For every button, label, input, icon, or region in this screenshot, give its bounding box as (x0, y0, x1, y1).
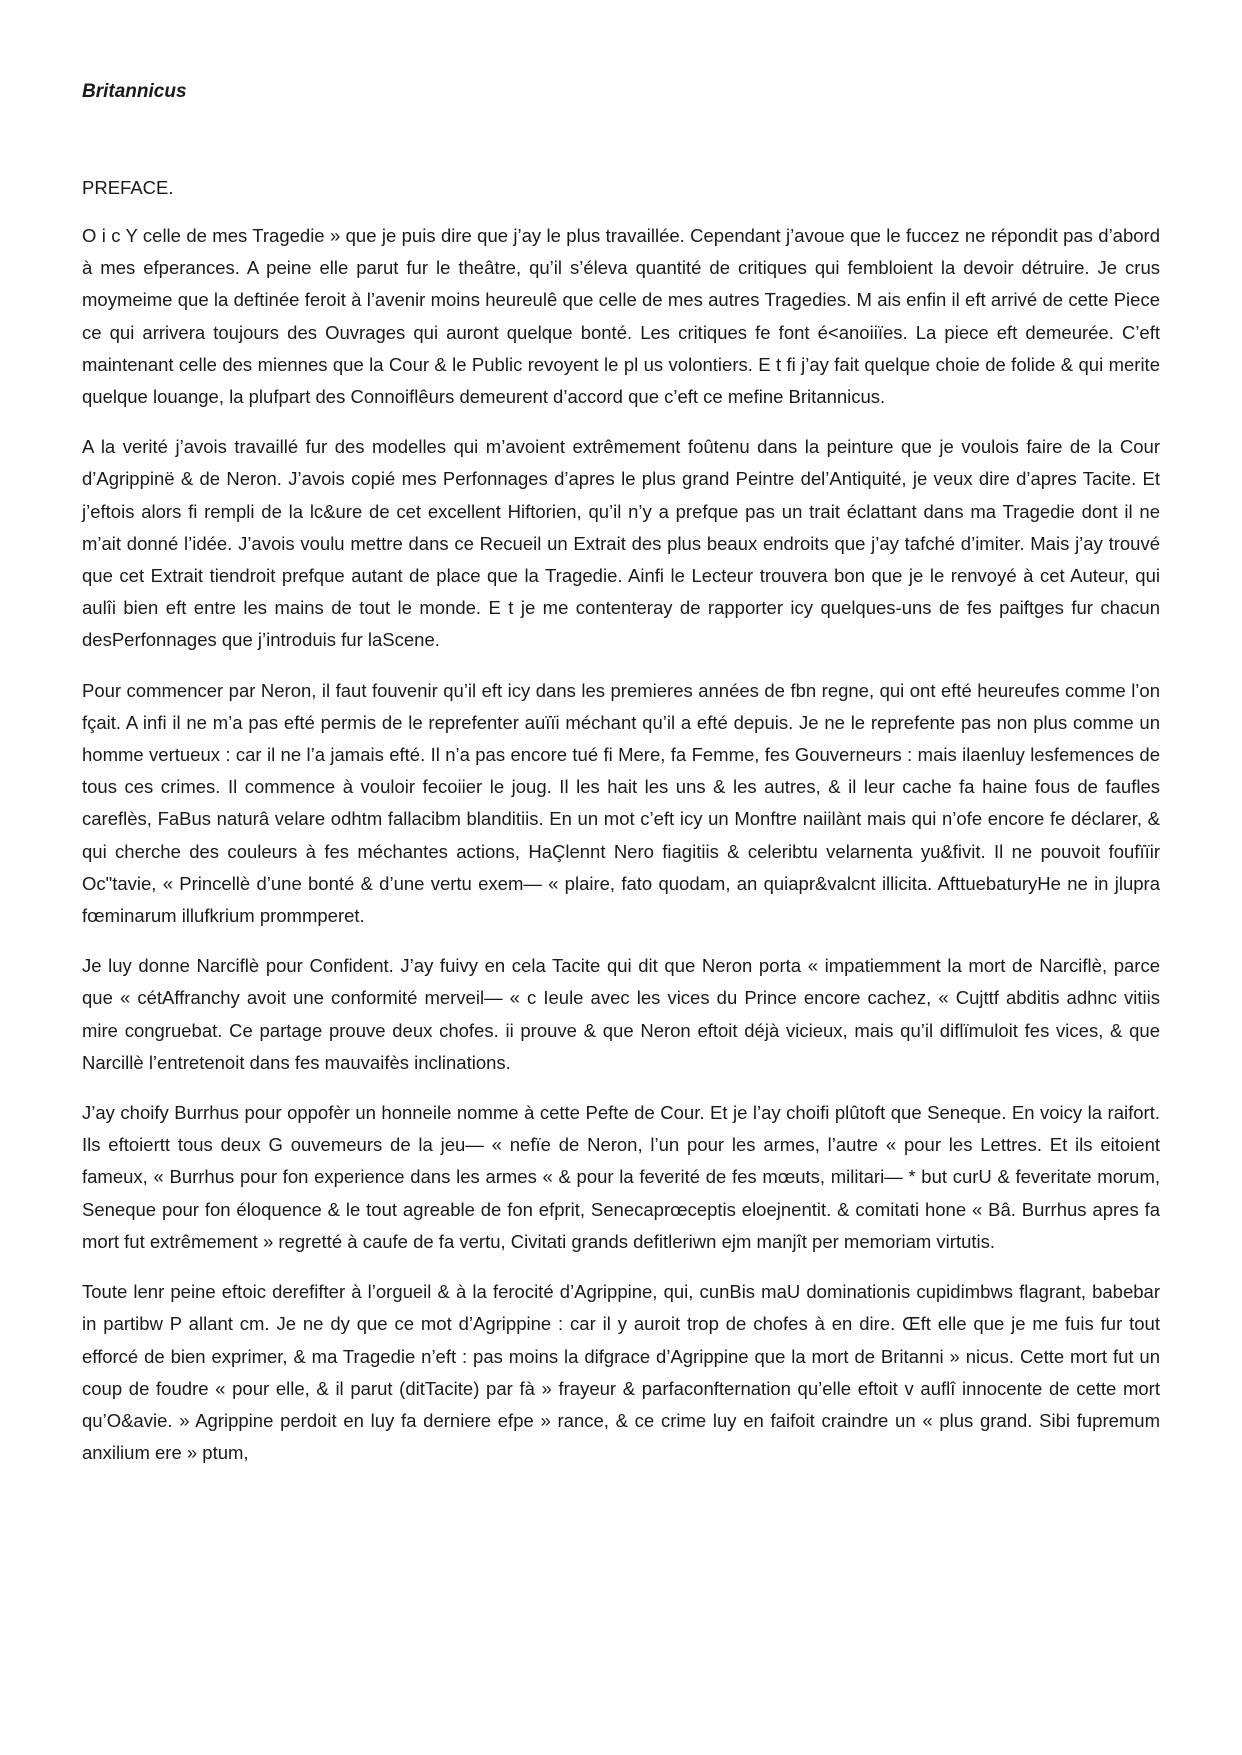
paragraph-1: O i c Y celle de mes Tragedie » que je puis dire que j’ay le plus travaillée. Cependant j’avoue que le fuccez ne répondit pas d’abord à mes efperances. A peine elle parut fur le theâtre, qu’il s’éleva quantité de critiques qui fembloient la devoir détruire. Je crus moymeime que la deftinée feroit à l’avenir moins heureulê que celle de mes autres Tragedies. M ais enfin il eft arrivé de cette Piece ce qui arrivera toujours des Ouvrages qui auront quelque bonté. Les critiques fe font é<anoiiïes. La piece eft demeurée. C’eft maintenant celle des miennes que la Cour & le Public revoyent le pl us volontiers. E t fi j’ay fait quelque choie de folide & qui merite quelque louange, la plufpart des Connoiflêurs demeurent d’accord que c’eft ce mefine Britannicus. (82, 225, 1160, 408)
document-title: Britannicus (82, 81, 187, 102)
paragraph-2: A la verité j’avois travaillé fur des modelles qui m’avoient extrêmement foûtenu dans la peinture que je voulois faire de la Cour d’Agrippinë & de Neron. J’avois copié mes Perfonnages d’apres le plus grand Peintre del’Antiquité, je veux dire d’apres Tacite. Et j’eftois alors fi rempli de la lc&ure de cet excellent Hiftorien, qu’il n’y a prefque pas un trait éclattant dans ma Tragedie dont il ne m’ait donné l’idée. J’avois voulu mettre dans ce Recueil un Extrait des plus beaux endroits que j’ay tafché d’imiter. Mais j’ay trouvé que cet Extrait tiendroit prefque autant de place que la Tragedie. Ainfi le Lecteur trouvera bon que je le renvoyé à cet Auteur, qui aulîi bien eft entre les mains de tout le monde. E t je me contenteray de rapporter icy quelques-uns de fes paiftges fur chacun desPerfonnages que j’introduis fur laScene. (82, 436, 1160, 651)
section-heading: PREFACE. (82, 177, 174, 198)
document-page (82, 78, 1160, 1487)
paragraph-3: Pour commencer par Neron, il faut fouvenir qu’il eft icy dans les premieres années de fbn regne, qui ont efté heureufes comme l’on fçait. A infi il ne m’a pas efté permis de le reprefenter auïïi méchant qu’il a efté depuis. Je ne le reprefente pas non plus comme un homme vertueux : car il ne l’a jamais efté. Il n’a pas encore tué fi Mere, fa Femme, fes Gouverneurs : mais ilaenluy lesfemences de tous ces crimes. Il commence à vouloir fecoiier le joug. Il les hait les uns & les autres, & il leur cache fa haine fous de faufles careflès, FaBus naturâ velare odhtm fallacibm blanditiis. En un mot c’eft icy un Monftre naiilànt mais qui n’ofe encore fe déclarer, & qui cherche des couleurs à fes méchantes actions, HaÇlennt Nero fiagitiis & celeribtu velarnenta yu&fivit. Il ne pouvoit foufïïir Oc"tavie, « Princellè d’une bonté & d’une vertu exem— « plaire, fato quodam, an quiapr&valcnt illicita. AfttuebaturyHe ne in jlupra fœminarum illufkrium prommperet. (82, 679, 1160, 927)
paragraph-6: Toute lenr peine eftoic derefifter à l’orgueil & à la ferocité d’Agrippine, qui, cunBis maU dominationis cupidimbws flagrant, babebar in partibw P allant cm. Je ne dy que ce mot d’Agrippine : car il y auroit trop de chofes à en dire. Œft elle que je me fuis fur tout efforcé de bien exprimer, & ma Tragedie n’eft : pas moins la difgrace d’Agrippine que la mort de Britanni » nicus. Cette mort fut un coup de foudre « pour elle, & il parut (ditTacite) par fà » frayeur & parfaconfternation qu’elle eftoit v auflî innocente de cette mort qu’O&avie. » Agrippine perdoit en luy fa derniere efpe » rance, & ce crime luy en faifoit craindre un « plus grand. Sibi fupremum anxilium ere » ptum, (82, 1281, 1160, 1464)
paragraph-5: J’ay choify Burrhus pour oppofèr un honneile nomme à cette Pefte de Cour. Et je l’ay choifi plûtoft que Seneque. En voicy la raifort. Ils eftoiertt tous deux G ouvemeurs de la jeu— « nefïe de Neron, l’un pour les armes, l’autre « pour les Lettres. Et ils eitoient fameux, « Burrhus pour fon experience dans les armes « & pour la feverité de fes mœuts, militari— * but curU & feveritate morum, Seneque pour fon éloquence & le tout agreable de fon efprit, Senecaprœceptis eloejnentit. & comitati hone « Bâ. Burrhus apres fa mort fut extrêmement » regretté à caufe de fa vertu, Civitati grands defitleriwn ejm manjît per memoriam virtutis. (82, 1102, 1160, 1252)
paragraph-4: Je luy donne Narciflè pour Confident. J’ay fuivy en cela Tacite qui dit que Neron porta « impatiemment la mort de Narciflè, parce que « cétAffranchy avoit une conformité merveil— « c Ieule avec les vices du Prince encore cachez, « Cujttf abditis adhnc vitiis mire congruebat. Ce partage prouve deux chofes. ii prouve & que Neron eftoit déjà vicieux, mais qu’il diflïmuloit fes vices, & que Narcillè l’entretenoit dans fes mauvaifès inclinations. (82, 955, 1160, 1073)
